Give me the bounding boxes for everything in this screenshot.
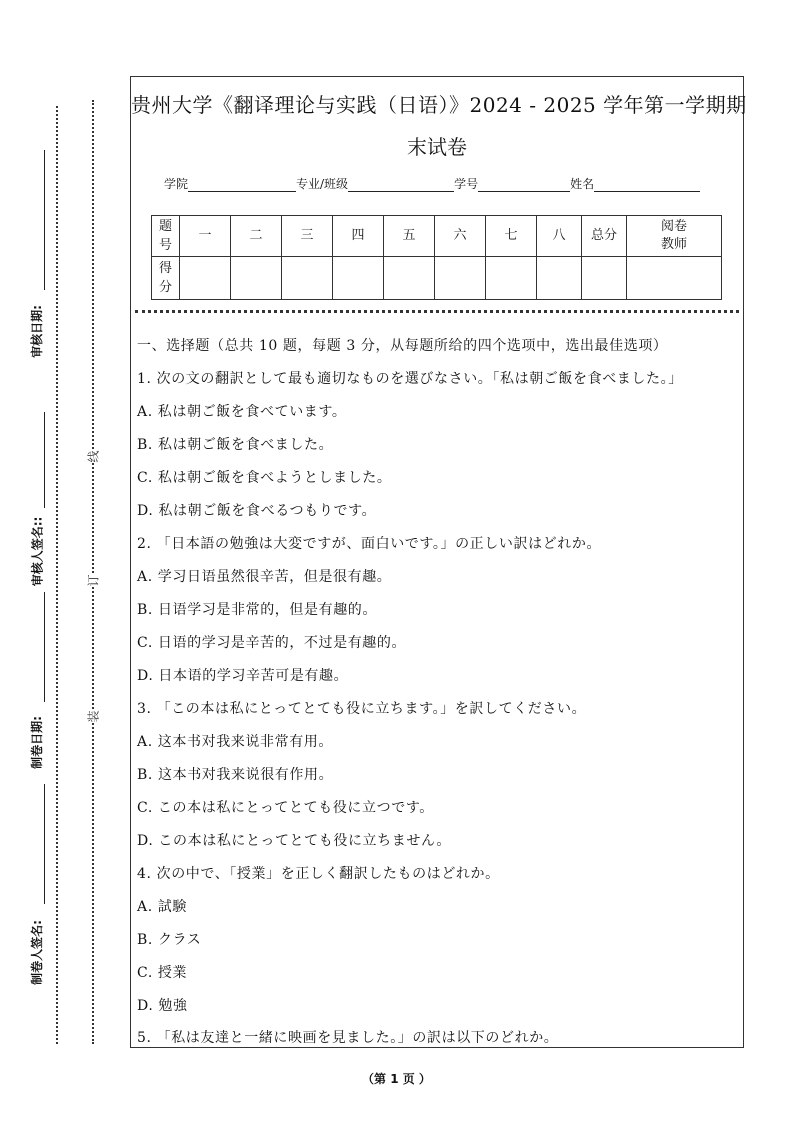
page-number: （第 1 页 ） [362, 1072, 431, 1086]
option-line: B. 日语学习是非常的，但是有趣的。 [137, 602, 377, 618]
score-cell-4[interactable] [333, 257, 384, 300]
option-line: B. 这本书对我来说很有作用。 [137, 767, 334, 783]
score-table [151, 215, 722, 300]
option-line: A. 这本书对我来说非常有用。 [137, 734, 334, 750]
option-line: D. この本は私にとってとても役に立ちません。 [137, 833, 451, 849]
option-line: D. 日本语的学习辛苦可是有趣。 [137, 668, 349, 684]
col-8: 八 [537, 216, 582, 257]
option-line: D. 私は朝ご飯を食べるつもりです。 [137, 503, 377, 519]
exam-frame [130, 76, 747, 1048]
reviewer-label: 阅卷教师 [627, 216, 722, 257]
make-date-label: 制卷日期: [29, 716, 44, 769]
score-cell-1[interactable] [180, 257, 231, 300]
col-4: 四 [333, 216, 384, 257]
col-total: 总分 [582, 216, 627, 257]
score-cell-7[interactable] [486, 257, 537, 300]
exam-title-line1: 贵州大学《翻译理论与实践（日语）》2024 - 2025 学年第一学期期 [131, 93, 747, 117]
option-line: C. 私は朝ご飯を食べようとしました。 [137, 470, 392, 486]
name-field[interactable] [594, 179, 700, 192]
question-line: 2. 「日本語の勉強は大変ですが、面白いです。」の正しい訳はどれか。 [137, 536, 602, 552]
line-char: 线 [83, 450, 104, 462]
question-line: 3. 「この本は私にとってとても役に立ちます。」を訳してください。 [137, 701, 587, 717]
score-cell-2[interactable] [231, 257, 282, 300]
student-info-line [164, 175, 700, 192]
section-heading: 一、选择题（总共 10 题，每题 3 分，从每题所给的四个选项中，选出最佳选项） [137, 338, 668, 354]
col-3: 三 [282, 216, 333, 257]
student-id-label: 学号 [454, 177, 479, 191]
col-6: 六 [435, 216, 486, 257]
col-5: 五 [384, 216, 435, 257]
question-line: 1. 次の文の翻訳として最も適切なものを選びなさい。「私は朝ご飯を食べました。」 [137, 371, 683, 387]
fold-char: 装 [83, 710, 104, 722]
make-signer-label: 制卷人签名: [29, 920, 44, 985]
col-7: 七 [486, 216, 537, 257]
major-class-label: 专业/班级 [296, 177, 349, 191]
option-line: C. この本は私にとってとても役に立つです。 [137, 800, 434, 816]
score-cell-total[interactable] [582, 257, 627, 300]
score-cell-5[interactable] [384, 257, 435, 300]
option-line: C. 授業 [137, 965, 188, 981]
option-line: D. 勉強 [137, 998, 188, 1014]
name-label: 姓名 [570, 177, 595, 191]
score-cell-3[interactable] [282, 257, 333, 300]
score-label: 得分 [152, 257, 180, 300]
make-date-line [44, 592, 45, 702]
option-line: B. クラス [137, 932, 202, 948]
major-class-field[interactable] [348, 179, 454, 192]
college-field[interactable] [188, 179, 296, 192]
score-cell-6[interactable] [435, 257, 486, 300]
col-1: 一 [180, 216, 231, 257]
college-label: 学院 [164, 177, 189, 191]
option-line: C. 日语的学习是辛苦的，不过是有趣的。 [137, 635, 407, 651]
option-line: A. 試験 [137, 899, 188, 915]
question-number-label: 题号 [152, 216, 180, 257]
section-separator [135, 310, 739, 313]
exam-title-line2: 末试卷 [407, 135, 467, 159]
score-table-score-row [152, 257, 722, 300]
make-signer-line [44, 784, 45, 904]
outer-dotted-line [56, 106, 58, 1044]
option-line: A. 私は朝ご飯を食べています。 [137, 404, 347, 420]
review-date-label: 审核日期: [29, 305, 44, 358]
col-2: 二 [231, 216, 282, 257]
reviewer-cell[interactable] [627, 257, 722, 300]
inner-dotted-line [92, 100, 94, 1044]
question-line: 5. 「私は友達と一緒に映画を見ました。」の訳は以下のどれか。 [137, 1030, 559, 1046]
student-id-field[interactable] [478, 179, 570, 192]
question-line: 4. 次の中で、「授業」を正しく翻訳したものはどれか。 [137, 866, 500, 882]
option-line: A. 学习日语虽然很辛苦，但是很有趣。 [137, 569, 392, 585]
review-signer-label: 审核人签名:: [30, 516, 45, 587]
score-table-header-row [152, 216, 722, 257]
bind-char: 订 [83, 574, 104, 586]
score-cell-8[interactable] [537, 257, 582, 300]
review-date-line [44, 150, 45, 290]
option-line: B. 私は朝ご飯を食べました。 [137, 437, 334, 453]
review-signer-line [44, 412, 45, 508]
